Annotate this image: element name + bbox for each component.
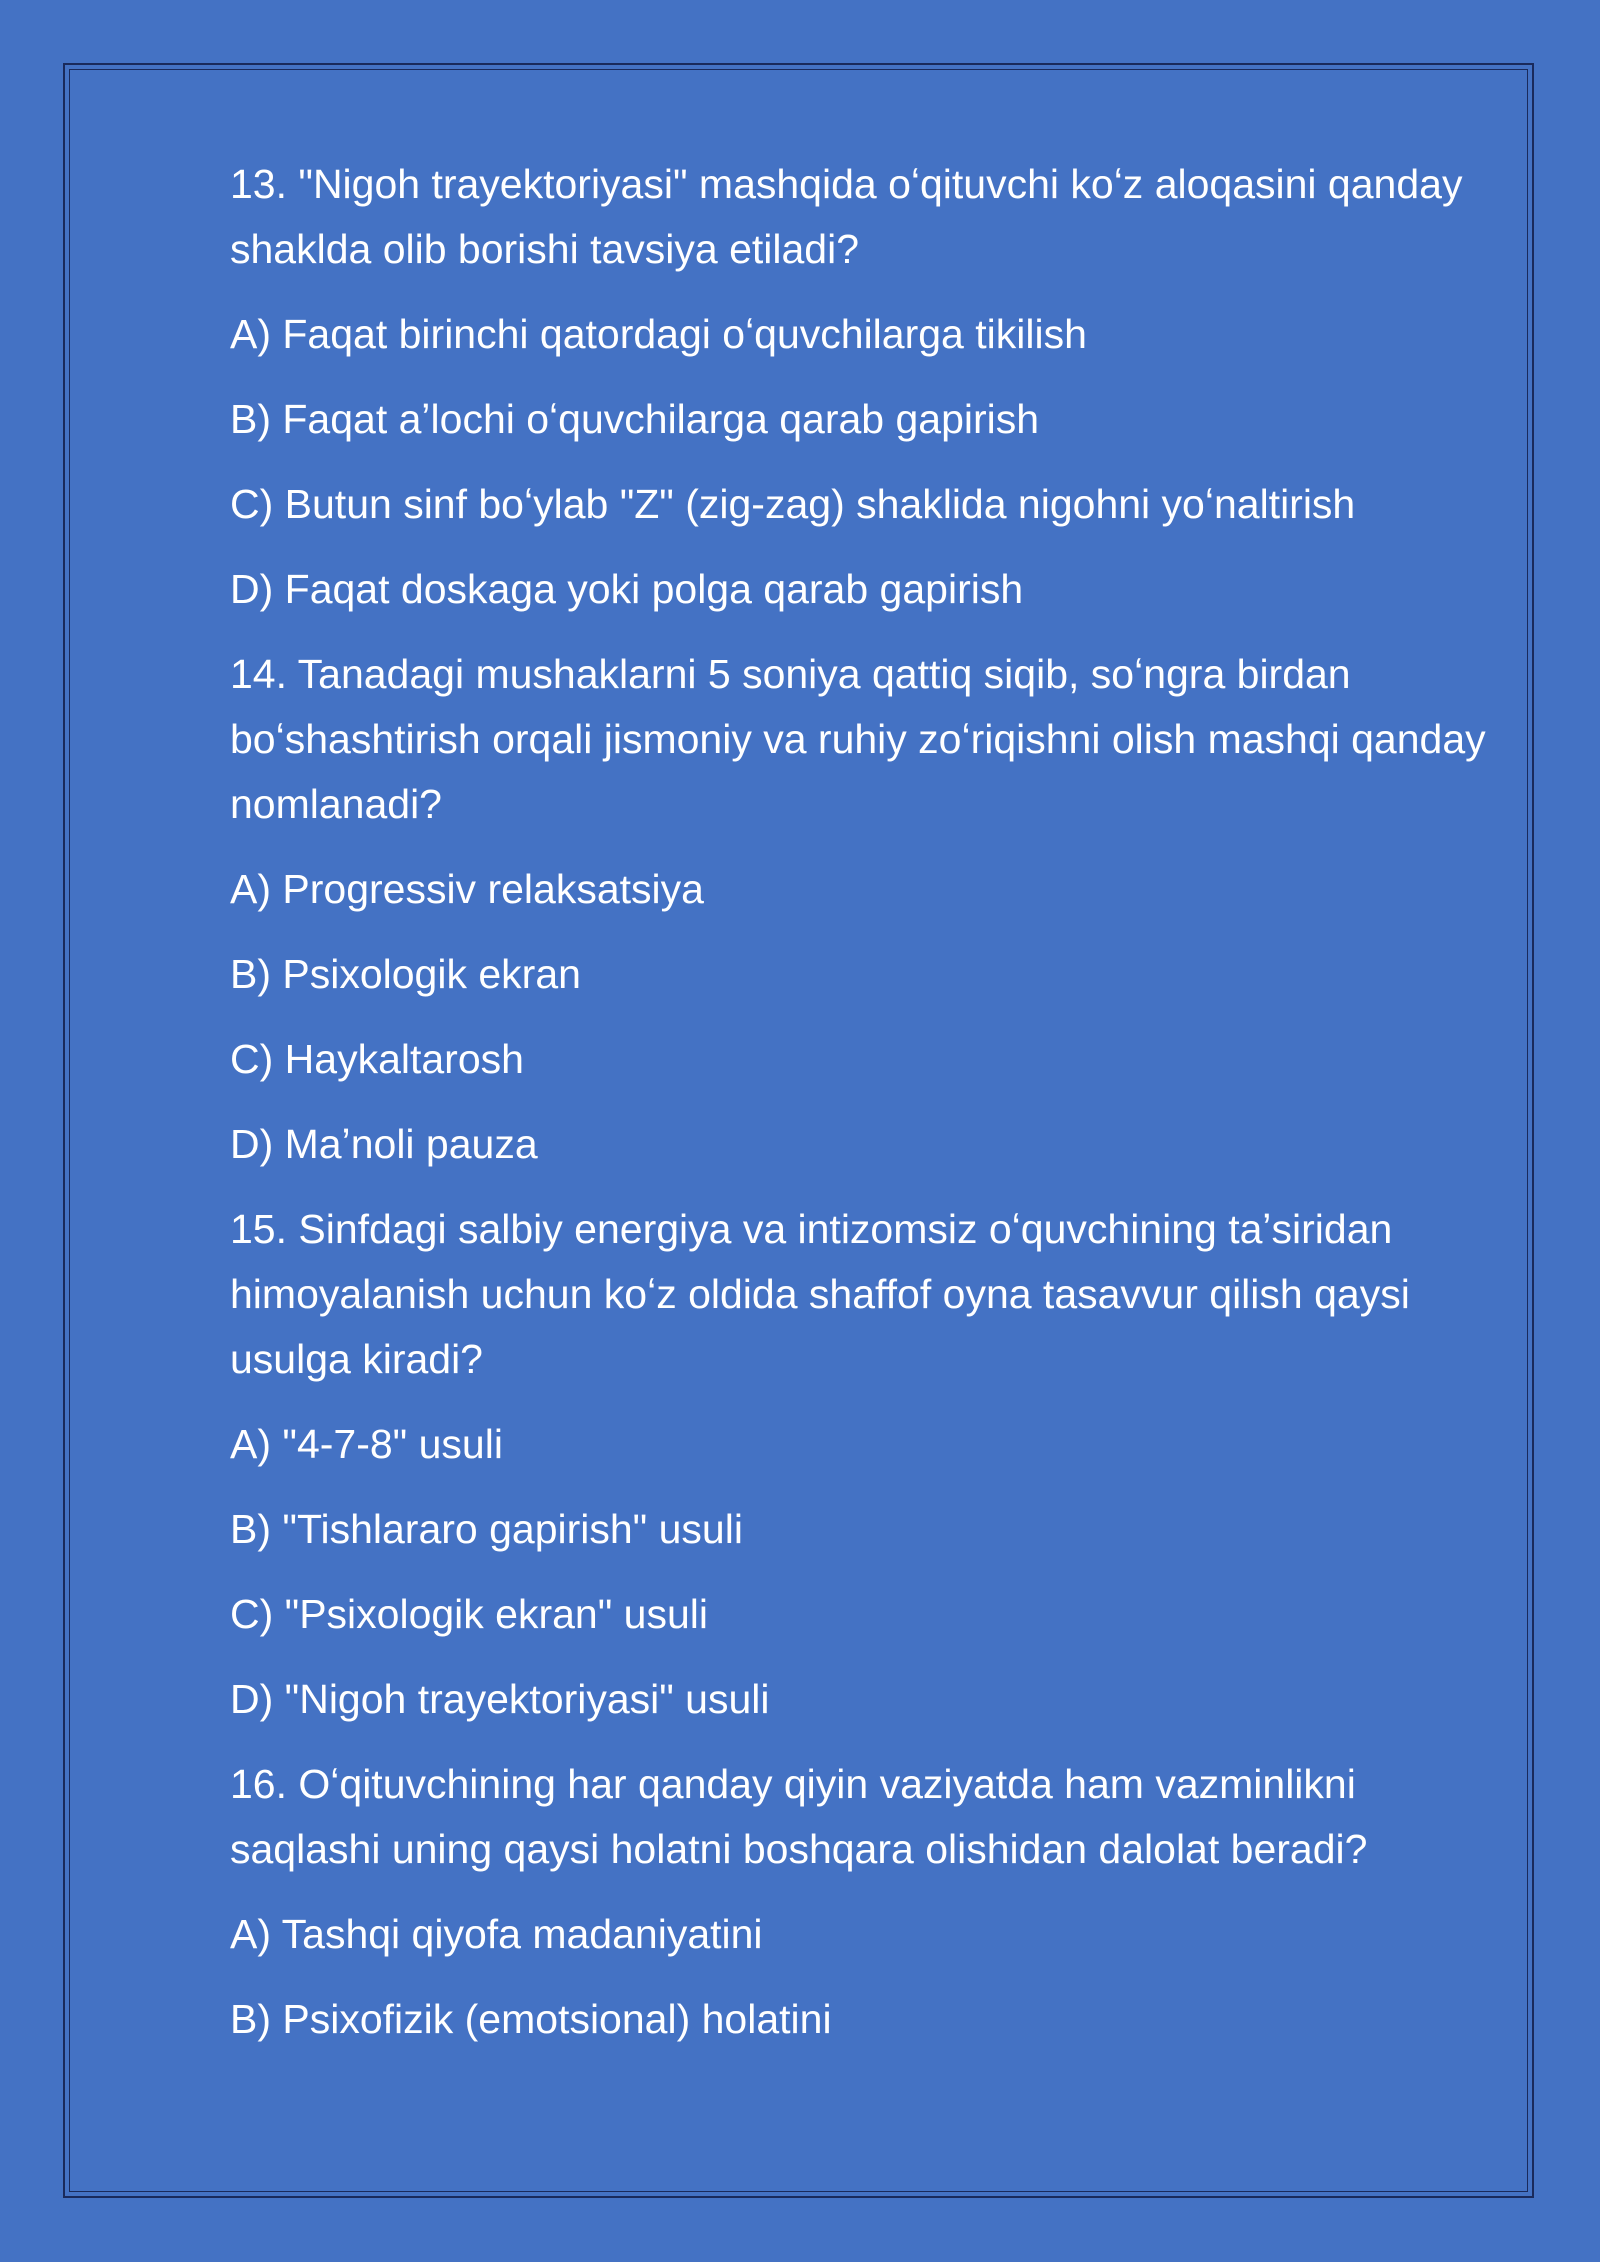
question-15: 15. Sinfdagi salbiy energiya va intizomsiz oʻquvchining taʼsiridan himoyalanish uchun koʻz oldida shaffof oyna tasavvur qilish qaysi usulga kiradi? (230, 1206, 1410, 1382)
option-15-c: C) "Psixologik ekran" usuli (230, 1591, 709, 1637)
option-13-c: C) Butun sinf boʻylab "Z" (zig-zag) shaklida nigohni yoʻnaltirish (230, 481, 1356, 527)
option-14-b: B) Psixologik ekran (230, 951, 581, 997)
option-14-c: C) Haykaltarosh (230, 1036, 524, 1082)
option-15-d: D) "Nigoh trayektoriyasi" usuli (230, 1676, 770, 1722)
document-content (230, 152, 1490, 2072)
option-13-d: D) Faqat doskaga yoki polga qarab gapirish (230, 566, 1024, 612)
option-13-b: B) Faqat aʼlochi oʻquvchilarga qarab gapirish (230, 396, 1040, 442)
question-14: 14. Tanadagi mushaklarni 5 soniya qattiq siqib, soʻngra birdan boʻshashtirish orqali jismoniy va ruhiy zoʻriqishni olish mashqi qanday nomlanadi? (230, 651, 1486, 827)
option-14-a: A) Progressiv relaksatsiya (230, 866, 704, 912)
option-13-a: A) Faqat birinchi qatordagi oʻquvchilarga tikilish (230, 311, 1087, 357)
question-13: 13. "Nigoh trayektoriyasi" mashqida oʻqituvchi koʻz aloqasini qanday shaklda olib borishi tavsiya etiladi? (230, 161, 1463, 272)
option-14-d: D) Maʼnoli pauza (230, 1121, 538, 1167)
question-16: 16. Oʻqituvchining har qanday qiyin vaziyatda ham vazminlikni saqlashi uning qaysi holatni boshqara olishidan dalolat beradi? (230, 1761, 1368, 1872)
option-15-a: A) "4-7-8" usuli (230, 1421, 503, 1467)
option-16-a: A) Tashqi qiyofa madaniyatini (230, 1911, 763, 1957)
option-15-b: B) "Tishlararo gapirish" usuli (230, 1506, 743, 1552)
option-16-b: B) Psixofizik (emotsional) holatini (230, 1996, 832, 2042)
